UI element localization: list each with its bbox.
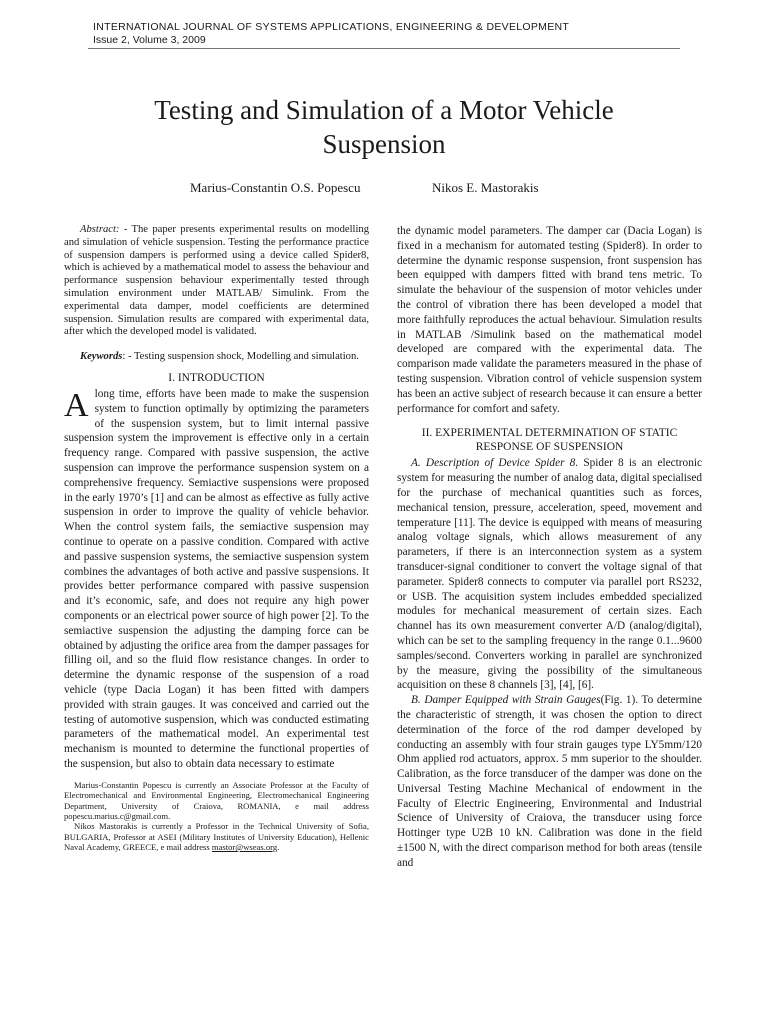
left-column	[64, 224, 369, 853]
paper-title: Testing and Simulation of a Motor Vehicle Suspension	[154, 95, 614, 159]
subsection-b	[397, 693, 702, 871]
introduction-body	[64, 387, 369, 772]
subsection-b-text: (Fig. 1). To determine the characteristic of strength, it was chosen the option to direct determination of the force of the rod damper developed by conducting an assembly with four strain gauges type LY5mm/120 Ohm applied rod actuators, approx. 5 mm superior to the shoulder. Calibration, as the force transducer of the damper was done on the Universal Testing Machine Mechanical of endowment in the Faculty of Electric Engineering, Environmental and Industrial Science of University of Craiova, the transducer using force Hottinger type U2B 10 kN. Calibration was done in the field ±1500 N, with the direct comparison method for both areas (tensile and	[397, 694, 702, 869]
subsection-a-text: Spider 8 is an electronic system for measuring the number of analog data, digital specialised for the purchase of mechanical quantities such as forces, mechanical tension, pressure, acceleration, speed, movement and temperature [11]. The device is equipped with means of measuring analog voltage signals, which allows measurement of any parameters, if there is an interconnection system as a system transducer-signal conditioner to convert the voltage signal of that parameter. Spider8 connects to computer via parallel port RS232, or USB. The acquisition system includes embedded specialized modules for mechanical measurement of certain sizes. Each channel has its own measurement converter A/D (analog/digital), which can be set to the sampling frequency in the range 0.1...9600 samples/second. Converters working in parallel are synchronized by the measure, giving the possibility of the simultaneous acquisition on these 8 channels [3], [4], [6].	[397, 457, 703, 692]
issue-info: Issue 2, Volume 3, 2009	[93, 34, 206, 46]
author-1: Marius-Constantin O.S. Popescu	[190, 180, 361, 195]
section-heading-introduction: I. INTRODUCTION	[168, 371, 265, 384]
subsection-a	[397, 456, 702, 693]
keywords-label: Keywords	[80, 351, 123, 363]
subsection-b-label: B. Damper Equipped with Strain Gauges	[411, 694, 601, 707]
abstract-label: Abstract:	[80, 224, 120, 235]
author-2: Nikos E. Mastorakis	[432, 180, 539, 195]
author-footnote	[64, 780, 369, 853]
section-heading-experimental: II. EXPERIMENTAL DETERMINATION OF STATIC RESPONSE OF SUSPENSION	[421, 427, 678, 454]
header-rule	[88, 48, 680, 49]
introduction-text: long time, efforts have been made to make the suspension system to function optimally by optimizing the parameters of the suspension system, but to limit internal passive suspension system the improvement is effective only in a certain frequency range. Compared with passive suspension, the active suspension can improve the performance suspension system on a comprehensive frequency. Semiactive suspensions were proposed in the early 1970’s [1] and can be almost as effective as fully active suspension in order to improve the quality of vehicle behavior. When the control system fails, the semiactive suspension may continue to operate on a passive condition. Compared with active and passive suspension systems, the semiactive suspension system combines the advantages of both active and passive suspensions. It provides better performance compared with passive suspension and it’s economic, safe, and does not require any high power components or an electrical power source of high power [2]. To the semiactive suspension the adjusting the damping force can be obtained by adjusting the orifice area from the damper passages for filling oil, and so the fluid flow resistance changes. In order to determine the dynamic response of the suspension of a road vehicle (type Dacia Logan) it has been fitted with dampers provided with strain gauges. It was conceived and carried out the testing of automotive suspension, which was conducted estimating parameters of the mathematical model. An experimental test mechanism is mounted to determine the functional properties of the suspension, but also to obtain data necessary to estimate	[64, 387, 369, 770]
journal-name: INTERNATIONAL JOURNAL OF SYSTEMS APPLICATIONS, ENGINEERING & DEVELOPMENT	[93, 21, 570, 33]
footnote-author-2: Nikos Mastorakis is currently a Professor in the Technical University of Sofia, BULGARIA, Professor at ASEI (Military Institutes of University Education), Hellenic Naval Academy, GREECE, e mail address mastor@wseas.org.	[64, 821, 369, 853]
footnote-author-1: Marius-Constantin Popescu is currently an Associate Professor at the Faculty of Electromechanical and Environmental Engineering, Electromechanical Engineering Department, University of Craiova, ROMANIA, e mail address popescu.marius.c@gmail.com.	[64, 779, 369, 821]
keywords-text: : - Testing suspension shock, Modelling and simulation.	[122, 351, 359, 363]
right-intro-paragraph: the dynamic model parameters. The damper car (Dacia Logan) is fixed in a mechanism for automated testing (Spider8). In order to determine the dynamic response suspension, front suspension has been equipped with dampers fitted with brand tens metric. To simulate the behaviour of the suspension of motor vehicles under the control of vibration there has been developed a model that more faithfully reproduces the actual behaviour. Simulation results in MATLAB /Simulink based on the mathematical model developed are compared with the experimental data. The comparison made validate the parameters measured in the phase of testing suspension. Vibration control of vehicle suspension system has been an active subject of research because it can ensure a better performance for comfort and safety.	[397, 225, 702, 415]
email-link[interactable]: mastor@wseas.org	[211, 842, 278, 853]
abstract	[64, 224, 369, 339]
keywords	[64, 351, 369, 364]
right-column	[397, 224, 702, 871]
drop-cap: A	[64, 386, 89, 424]
abstract-text: - The paper presents experimental results on modelling and simulation of vehicle suspension. Testing the performance practice of suspension dampers is performed using a device called Spider8, which is achieved by a mathematical model to assess the behaviour and performance suspension behaviour experimentally tested through simulation environment under MATLAB/ Simulink. From the experimental data damper, model coefficients are determined suspension. Simulation results are compared with experimental data, after which the developed model is validated.	[64, 224, 369, 338]
subsection-a-label: A. Description of Device Spider 8.	[411, 457, 579, 470]
